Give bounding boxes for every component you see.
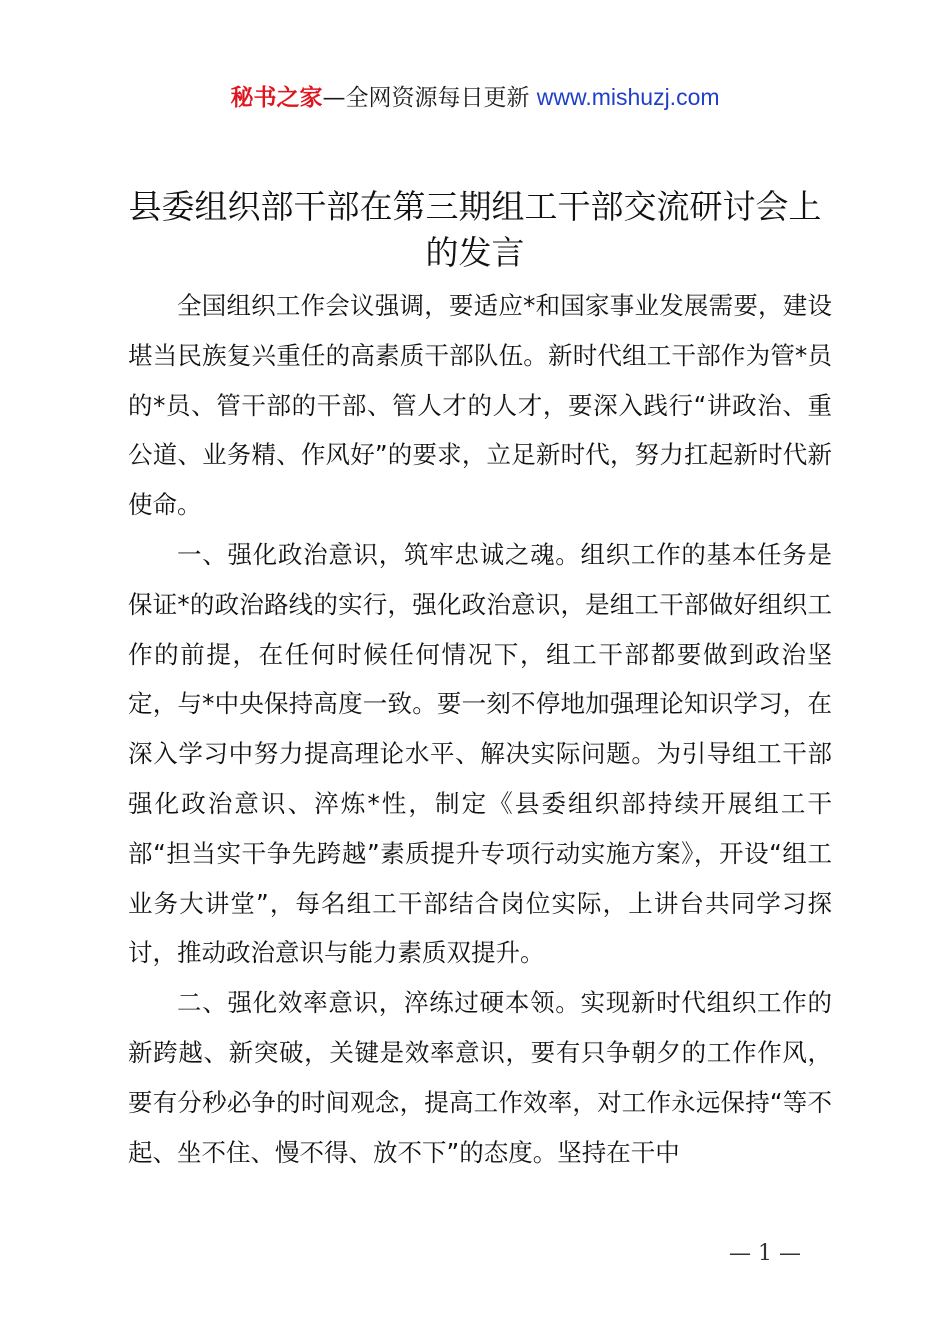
paragraph-section-2: 二、强化效率意识，淬练过硬本领。实现新时代组织工作的新跨越、新突破，关键是效率意识，要有只争朝夕的工作作风，要有分秒必争的时间观念，提高工作效率，对工作永远保持“等不起、坐不住、慢不得、放不下”的态度。坚持在干中 (128, 988, 832, 1167)
page-number: — 1 — (729, 1241, 801, 1266)
document-title: 县委组织部干部在第三期组工干部交流研讨会上的发言 (128, 187, 822, 272)
paragraph-section-1: 一、强化政治意识，筑牢忠诚之魂。组织工作的基本任务是保证*的政治路线的实行，强化政治意识，是组工干部做好组织工作的前提，在任何时候任何情况下，组工干部都要做到政治坚定，与*中央保持高度一致。要一刻不停地加强理论知识学习，在深入学习中努力提高理论水平、解决实际问题。为引导组工干部强化政治意识、淬炼*性，制定《县委组织部持续开展组工干部“担当实干争先跨越”素质提升专项行动实施方案》，开设“组工业务大讲堂”，每名组工干部结合岗位实际，上讲台共同学习探讨，推动政治意识与能力素质双提升。 (128, 539, 832, 968)
site-header (0, 82, 950, 113)
document-body (128, 281, 832, 1177)
brand-name: 秘书之家 (230, 85, 323, 111)
paragraph-intro: 全国组织工作会议强调，要适应*和国家事业发展需要，建设堪当民族复兴重任的高素质干部队伍。新时代组工干部作为管*员的*员、管干部的干部、管人才的人才，要深入践行“讲政治、重公道、业务精、作风好”的要求，立足新时代，努力扛起新时代新使命。 (128, 291, 832, 520)
header-dash: — (322, 85, 346, 111)
site-url-link[interactable]: www.mishuzj.com (536, 84, 720, 110)
header-slogan: 全网资源每日更新 (345, 85, 537, 111)
